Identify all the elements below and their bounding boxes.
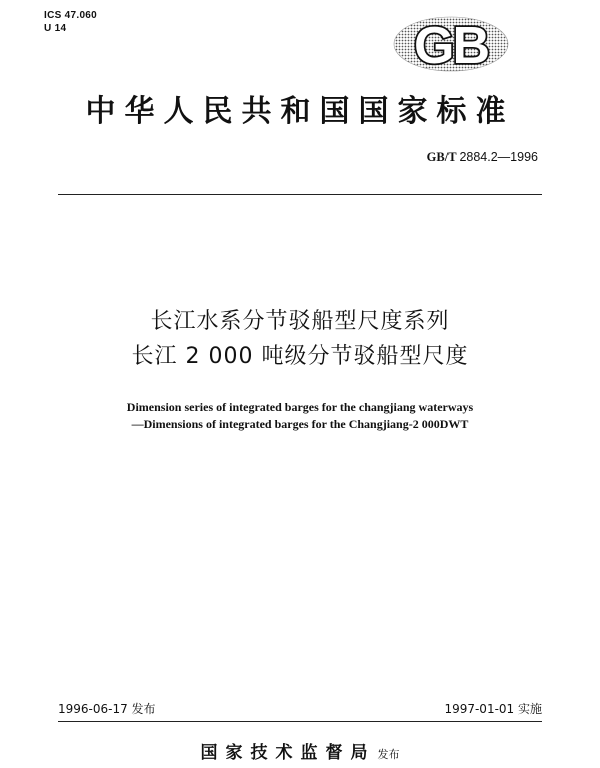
issuer-suffix: 发布 <box>377 748 400 761</box>
issuer-line <box>0 742 600 766</box>
standard-number <box>427 150 538 165</box>
issue-date: 1996-06-17 发布 <box>58 702 156 716</box>
implementation-date: 1997-01-01 实施 <box>444 702 542 716</box>
top-divider <box>58 194 542 195</box>
bottom-divider <box>58 721 542 722</box>
classification-codes <box>44 9 97 35</box>
english-title-line-1: Dimension series of integrated barges for the changjiang waterways <box>126 400 474 414</box>
issuing-organization: 国家技术监督局 <box>200 743 376 763</box>
ics-code: ICS 47.060 <box>44 10 98 21</box>
standard-number-prefix: GB/T <box>426 150 457 164</box>
english-title-line-2: —Dimensions of integrated barges for the Changjiang-2 000DWT <box>131 417 469 431</box>
national-standard-title: 中华人民共和国国家标准 <box>85 94 515 129</box>
gb-logo <box>392 15 510 73</box>
ccs-code: U 14 <box>44 23 67 34</box>
chinese-title-line-1: 长江水系分节驳船型尺度系列 <box>150 309 450 334</box>
standard-number-value: 2884.2—1996 <box>459 150 538 164</box>
chinese-title-line-2: 长江 2 000 吨级分节驳船型尺度 <box>131 344 469 369</box>
gb-logo-text: GB <box>414 17 488 73</box>
